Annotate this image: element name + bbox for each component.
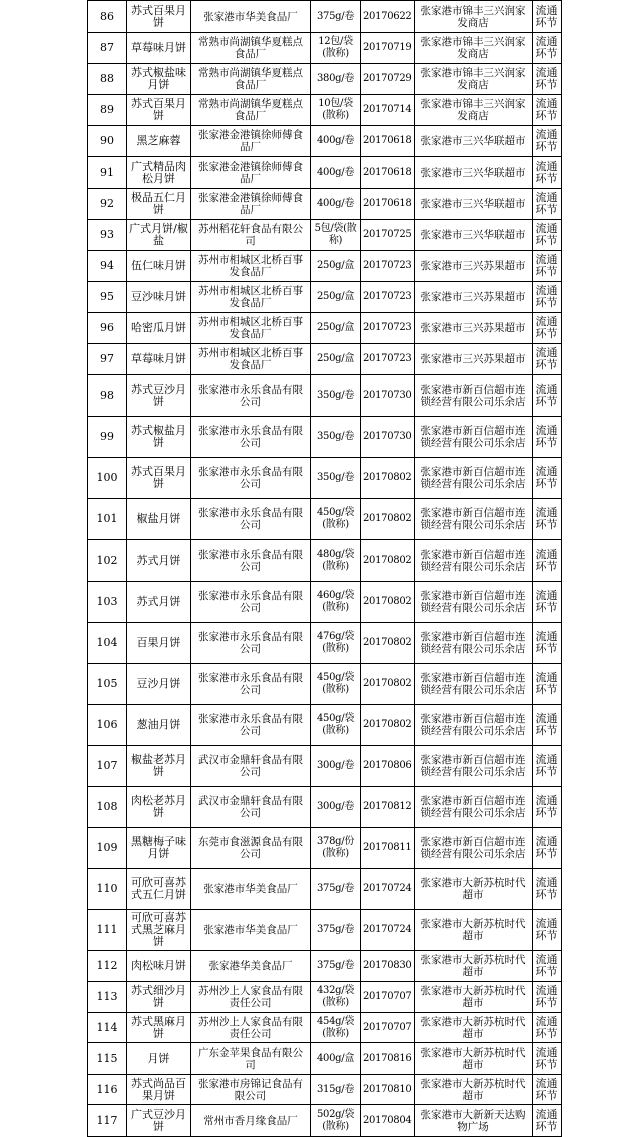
spec-cell: 250g/盒 xyxy=(311,344,361,375)
row-number-cell: 86 xyxy=(88,1,127,33)
manufacturer-cell: 张家港市永乐食品有限公司 xyxy=(191,499,311,540)
manufacturer-cell: 常熟市尚湖镇华夏糕点食品厂 xyxy=(191,95,311,126)
product-name-cell: 苏式黑麻月饼 xyxy=(127,1013,191,1043)
table-row xyxy=(88,344,562,375)
sampling-stage-cell: 流通环节 xyxy=(532,1075,561,1105)
sampled-store-cell: 张家港市新百信超市连锁经营有限公司乐余店 xyxy=(414,828,532,869)
spec-cell: 480g/袋(散称) xyxy=(311,540,361,582)
production-date-cell: 20170806 xyxy=(361,746,415,787)
sampled-store-cell: 张家港市锦丰三兴润家发商店 xyxy=(414,33,532,64)
spec-cell: 300g/卷 xyxy=(311,746,361,787)
row-number-cell: 104 xyxy=(88,623,127,664)
sampled-store-cell: 张家港市新百信超市连锁经营有限公司乐余店 xyxy=(414,664,532,705)
production-date-cell: 20170729 xyxy=(361,64,415,95)
sampled-store-cell: 张家港市新百信超市连锁经营有限公司乐余店 xyxy=(414,582,532,623)
production-date-cell: 20170830 xyxy=(361,951,415,982)
sampling-stage-cell: 流通环节 xyxy=(532,951,561,982)
manufacturer-cell: 常熟市尚湖镇华夏糕点食品厂 xyxy=(191,64,311,95)
product-name-cell: 豆沙味月饼 xyxy=(127,282,191,313)
table-row xyxy=(88,664,562,705)
manufacturer-cell: 张家港市华美食品厂 xyxy=(191,910,311,951)
sampling-stage-cell: 流通环节 xyxy=(532,910,561,951)
sampling-stage-cell: 流通环节 xyxy=(532,458,561,499)
spec-cell: 454g/袋(散称) xyxy=(311,1013,361,1043)
sampling-stage-cell: 流通环节 xyxy=(532,157,561,189)
sampling-stage-cell: 流通环节 xyxy=(532,344,561,375)
sampled-store-cell: 张家港市三兴苏果超市 xyxy=(414,251,532,282)
table-row xyxy=(88,375,562,417)
manufacturer-cell: 张家港市永乐食品有限公司 xyxy=(191,417,311,458)
table-row xyxy=(88,1105,562,1137)
sampling-stage-cell: 流通环节 xyxy=(532,282,561,313)
table-body xyxy=(88,1,562,1137)
table-row xyxy=(88,189,562,220)
row-number-cell: 88 xyxy=(88,64,127,95)
manufacturer-cell: 张家港市华美食品厂 xyxy=(191,1,311,33)
table-row xyxy=(88,705,562,746)
table-row xyxy=(88,417,562,458)
product-name-cell: 哈密瓜月饼 xyxy=(127,313,191,344)
row-number-cell: 107 xyxy=(88,746,127,787)
table-row xyxy=(88,313,562,344)
production-date-cell: 20170723 xyxy=(361,251,415,282)
product-name-cell: 月饼 xyxy=(127,1043,191,1075)
production-date-cell: 20170802 xyxy=(361,458,415,499)
sampling-stage-cell: 流通环节 xyxy=(532,251,561,282)
manufacturer-cell: 东莞市食滋源食品有限公司 xyxy=(191,828,311,869)
product-name-cell: 广式月饼/椒盐 xyxy=(127,220,191,251)
sampled-store-cell: 张家港市锦丰三兴润家发商店 xyxy=(414,95,532,126)
sampling-stage-cell: 流通环节 xyxy=(532,126,561,157)
product-name-cell: 肉松老苏月饼 xyxy=(127,787,191,828)
product-name-cell: 苏式月饼 xyxy=(127,582,191,623)
spec-cell: 315g/卷 xyxy=(311,1075,361,1105)
row-number-cell: 87 xyxy=(88,33,127,64)
sampled-store-cell: 张家港市三兴苏果超市 xyxy=(414,344,532,375)
table-row xyxy=(88,282,562,313)
sampled-store-cell: 张家港市新百信超市连锁经营有限公司乐余店 xyxy=(414,458,532,499)
sampling-stage-cell: 流通环节 xyxy=(532,95,561,126)
table-row xyxy=(88,869,562,910)
row-number-cell: 90 xyxy=(88,126,127,157)
production-date-cell: 20170811 xyxy=(361,828,415,869)
spec-cell: 350g/卷 xyxy=(311,458,361,499)
row-number-cell: 114 xyxy=(88,1013,127,1043)
manufacturer-cell: 常州市香月缘食品厂 xyxy=(191,1105,311,1137)
row-number-cell: 91 xyxy=(88,157,127,189)
production-date-cell: 20170622 xyxy=(361,1,415,33)
spec-cell: 250g/盒 xyxy=(311,282,361,313)
table-row xyxy=(88,157,562,189)
table-row xyxy=(88,787,562,828)
manufacturer-cell: 张家港华美食品厂 xyxy=(191,951,311,982)
manufacturer-cell: 张家港金港镇徐师傅食品厂 xyxy=(191,157,311,189)
sampled-store-cell: 张家港市新百信超市连锁经营有限公司乐余店 xyxy=(414,540,532,582)
product-name-cell: 草莓味月饼 xyxy=(127,344,191,375)
table-row xyxy=(88,540,562,582)
sampling-stage-cell: 流通环节 xyxy=(532,417,561,458)
table-row xyxy=(88,582,562,623)
sampling-stage-cell: 流通环节 xyxy=(532,64,561,95)
sampled-store-cell: 张家港市锦丰三兴润家发商店 xyxy=(414,1,532,33)
sampled-store-cell: 张家港市大新苏杭时代超市 xyxy=(414,1013,532,1043)
spec-cell: 400g/卷 xyxy=(311,126,361,157)
spec-cell: 250g/盒 xyxy=(311,313,361,344)
sampling-stage-cell: 流通环节 xyxy=(532,582,561,623)
spec-cell: 450g/袋(散称) xyxy=(311,664,361,705)
spec-cell: 350g/卷 xyxy=(311,417,361,458)
production-date-cell: 20170810 xyxy=(361,1075,415,1105)
manufacturer-cell: 苏州市相城区北桥百事发食品厂 xyxy=(191,282,311,313)
manufacturer-cell: 张家港市华美食品厂 xyxy=(191,869,311,910)
manufacturer-cell: 张家港市永乐食品有限公司 xyxy=(191,623,311,664)
production-date-cell: 20170724 xyxy=(361,869,415,910)
manufacturer-cell: 张家港市永乐食品有限公司 xyxy=(191,458,311,499)
spec-cell: 12包/袋(散称) xyxy=(311,33,361,64)
sampled-store-cell: 张家港市新百信超市连锁经营有限公司乐余店 xyxy=(414,623,532,664)
product-name-cell: 极品五仁月饼 xyxy=(127,189,191,220)
sampling-stage-cell: 流通环节 xyxy=(532,33,561,64)
manufacturer-cell: 苏州市相城区北桥百事发食品厂 xyxy=(191,313,311,344)
table-row xyxy=(88,251,562,282)
product-name-cell: 黑芝麻蓉 xyxy=(127,126,191,157)
spec-cell: 375g/卷 xyxy=(311,951,361,982)
row-number-cell: 101 xyxy=(88,499,127,540)
spec-cell: 400g/卷 xyxy=(311,189,361,220)
production-date-cell: 20170725 xyxy=(361,220,415,251)
sampling-stage-cell: 流通环节 xyxy=(532,1043,561,1075)
production-date-cell: 20170802 xyxy=(361,540,415,582)
product-name-cell: 广式精品肉松月饼 xyxy=(127,157,191,189)
sampled-store-cell: 张家港市大新苏杭时代超市 xyxy=(414,1075,532,1105)
table-row xyxy=(88,1075,562,1105)
sampling-stage-cell: 流通环节 xyxy=(532,499,561,540)
product-name-cell: 苏式月饼 xyxy=(127,540,191,582)
row-number-cell: 102 xyxy=(88,540,127,582)
sampling-stage-cell: 流通环节 xyxy=(532,1,561,33)
row-number-cell: 99 xyxy=(88,417,127,458)
spec-cell: 460g/袋(散称) xyxy=(311,582,361,623)
sampling-stage-cell: 流通环节 xyxy=(532,1013,561,1043)
spec-cell: 10包/袋(散称) xyxy=(311,95,361,126)
production-date-cell: 20170802 xyxy=(361,664,415,705)
row-number-cell: 94 xyxy=(88,251,127,282)
manufacturer-cell: 张家港金港镇徐师傅食品厂 xyxy=(191,126,311,157)
manufacturer-cell: 苏州市相城区北桥百事发食品厂 xyxy=(191,251,311,282)
sampling-stage-cell: 流通环节 xyxy=(532,189,561,220)
manufacturer-cell: 广东金苹果食品有限公司 xyxy=(191,1043,311,1075)
sampled-store-cell: 张家港市新百信超市连锁经营有限公司乐余店 xyxy=(414,705,532,746)
sampling-stage-cell: 流通环节 xyxy=(532,623,561,664)
sampling-stage-cell: 流通环节 xyxy=(532,787,561,828)
sampled-store-cell: 张家港市三兴华联超市 xyxy=(414,126,532,157)
row-number-cell: 110 xyxy=(88,869,127,910)
production-date-cell: 20170618 xyxy=(361,189,415,220)
manufacturer-cell: 武汉市金鼎轩食品有限公司 xyxy=(191,787,311,828)
sampling-stage-cell: 流通环节 xyxy=(532,828,561,869)
production-date-cell: 20170723 xyxy=(361,344,415,375)
row-number-cell: 96 xyxy=(88,313,127,344)
product-name-cell: 广式豆沙月饼 xyxy=(127,1105,191,1137)
table-row xyxy=(88,458,562,499)
row-number-cell: 105 xyxy=(88,664,127,705)
sampling-stage-cell: 流通环节 xyxy=(532,869,561,910)
sampled-store-cell: 张家港市新百信超市连锁经营有限公司乐余店 xyxy=(414,746,532,787)
manufacturer-cell: 张家港市永乐食品有限公司 xyxy=(191,582,311,623)
sampled-store-cell: 张家港市大新新天达购物广场 xyxy=(414,1105,532,1137)
sampled-store-cell: 张家港市大新苏杭时代超市 xyxy=(414,1043,532,1075)
table-row xyxy=(88,499,562,540)
table-row xyxy=(88,1,562,33)
spec-cell: 476g/袋(散称) xyxy=(311,623,361,664)
production-date-cell: 20170802 xyxy=(361,623,415,664)
production-date-cell: 20170730 xyxy=(361,375,415,417)
product-name-cell: 葱油月饼 xyxy=(127,705,191,746)
production-date-cell: 20170804 xyxy=(361,1105,415,1137)
product-name-cell: 苏式尚品百果月饼 xyxy=(127,1075,191,1105)
product-name-cell: 肉松味月饼 xyxy=(127,951,191,982)
row-number-cell: 116 xyxy=(88,1075,127,1105)
product-name-cell: 百果月饼 xyxy=(127,623,191,664)
production-date-cell: 20170802 xyxy=(361,582,415,623)
production-date-cell: 20170812 xyxy=(361,787,415,828)
table-row xyxy=(88,951,562,982)
sampling-stage-cell: 流通环节 xyxy=(532,982,561,1013)
row-number-cell: 106 xyxy=(88,705,127,746)
production-date-cell: 20170723 xyxy=(361,313,415,344)
row-number-cell: 97 xyxy=(88,344,127,375)
spec-cell: 5包/袋(散称) xyxy=(311,220,361,251)
production-date-cell: 20170723 xyxy=(361,282,415,313)
spec-cell: 375g/卷 xyxy=(311,869,361,910)
sampled-store-cell: 张家港市大新苏杭时代超市 xyxy=(414,951,532,982)
row-number-cell: 109 xyxy=(88,828,127,869)
table-row xyxy=(88,33,562,64)
spec-cell: 375g/卷 xyxy=(311,910,361,951)
manufacturer-cell: 张家港市永乐食品有限公司 xyxy=(191,664,311,705)
product-name-cell: 椒盐月饼 xyxy=(127,499,191,540)
manufacturer-cell: 武汉市金鼎轩食品有限公司 xyxy=(191,746,311,787)
production-date-cell: 20170730 xyxy=(361,417,415,458)
row-number-cell: 117 xyxy=(88,1105,127,1137)
manufacturer-cell: 张家港市永乐食品有限公司 xyxy=(191,540,311,582)
row-number-cell: 93 xyxy=(88,220,127,251)
production-date-cell: 20170724 xyxy=(361,910,415,951)
row-number-cell: 89 xyxy=(88,95,127,126)
spec-cell: 502g/袋(散称) xyxy=(311,1105,361,1137)
production-date-cell: 20170802 xyxy=(361,705,415,746)
manufacturer-cell: 苏州沙上人家食品有限责任公司 xyxy=(191,982,311,1013)
sampled-store-cell: 张家港市新百信超市连锁经营有限公司乐余店 xyxy=(414,417,532,458)
row-number-cell: 112 xyxy=(88,951,127,982)
row-number-cell: 113 xyxy=(88,982,127,1013)
spec-cell: 300g/卷 xyxy=(311,787,361,828)
manufacturer-cell: 苏州稻花轩食品有限公司 xyxy=(191,220,311,251)
sampling-stage-cell: 流通环节 xyxy=(532,540,561,582)
sampled-store-cell: 张家港市三兴华联超市 xyxy=(414,220,532,251)
table-row xyxy=(88,220,562,251)
sampled-store-cell: 张家港市大新苏杭时代超市 xyxy=(414,869,532,910)
table-row xyxy=(88,1013,562,1043)
sampled-store-cell: 张家港市新百信超市连锁经营有限公司乐余店 xyxy=(414,787,532,828)
table-row xyxy=(88,746,562,787)
sampled-store-cell: 张家港市大新苏杭时代超市 xyxy=(414,910,532,951)
table-row xyxy=(88,828,562,869)
spec-cell: 380g/卷 xyxy=(311,64,361,95)
row-number-cell: 108 xyxy=(88,787,127,828)
product-name-cell: 苏式豆沙月饼 xyxy=(127,375,191,417)
production-date-cell: 20170719 xyxy=(361,33,415,64)
sampled-store-cell: 张家港市大新苏杭时代超市 xyxy=(414,982,532,1013)
sampled-store-cell: 张家港市三兴苏果超市 xyxy=(414,282,532,313)
product-name-cell: 豆沙月饼 xyxy=(127,664,191,705)
spec-cell: 400g/盒 xyxy=(311,1043,361,1075)
product-name-cell: 椒盐老苏月饼 xyxy=(127,746,191,787)
row-number-cell: 103 xyxy=(88,582,127,623)
product-name-cell: 苏式椒盐味月饼 xyxy=(127,64,191,95)
spec-cell: 400g/卷 xyxy=(311,157,361,189)
table-row xyxy=(88,95,562,126)
production-date-cell: 20170618 xyxy=(361,126,415,157)
row-number-cell: 92 xyxy=(88,189,127,220)
spec-cell: 375g/卷 xyxy=(311,1,361,33)
product-name-cell: 苏式百果月饼 xyxy=(127,458,191,499)
row-number-cell: 95 xyxy=(88,282,127,313)
product-name-cell: 苏式百果月饼 xyxy=(127,1,191,33)
product-name-cell: 可欣可喜苏式五仁月饼 xyxy=(127,869,191,910)
sampling-stage-cell: 流通环节 xyxy=(532,375,561,417)
sampled-store-cell: 张家港市三兴苏果超市 xyxy=(414,313,532,344)
row-number-cell: 100 xyxy=(88,458,127,499)
product-name-cell: 苏式椒盐月饼 xyxy=(127,417,191,458)
sampling-stage-cell: 流通环节 xyxy=(532,746,561,787)
table-row xyxy=(88,1043,562,1075)
spec-cell: 250g/盒 xyxy=(311,251,361,282)
sampling-stage-cell: 流通环节 xyxy=(532,220,561,251)
manufacturer-cell: 苏州市相城区北桥百事发食品厂 xyxy=(191,344,311,375)
manufacturer-cell: 张家港金港镇徐师傅食品厂 xyxy=(191,189,311,220)
sampled-store-cell: 张家港市新百信超市连锁经营有限公司乐余店 xyxy=(414,499,532,540)
table-row xyxy=(88,623,562,664)
production-date-cell: 20170816 xyxy=(361,1043,415,1075)
sampling-stage-cell: 流通环节 xyxy=(532,664,561,705)
spec-cell: 450g/袋(散称) xyxy=(311,499,361,540)
product-name-cell: 草莓味月饼 xyxy=(127,33,191,64)
manufacturer-cell: 张家港市房锦记食品有限公司 xyxy=(191,1075,311,1105)
sampled-store-cell: 张家港市三兴华联超市 xyxy=(414,189,532,220)
spec-cell: 378g/份(散称) xyxy=(311,828,361,869)
spec-cell: 350g/卷 xyxy=(311,375,361,417)
sampling-stage-cell: 流通环节 xyxy=(532,313,561,344)
spec-cell: 432g/袋(散称) xyxy=(311,982,361,1013)
product-name-cell: 苏式百果月饼 xyxy=(127,95,191,126)
table-row xyxy=(88,126,562,157)
manufacturer-cell: 苏州沙上人家食品有限责任公司 xyxy=(191,1013,311,1043)
sampling-stage-cell: 流通环节 xyxy=(532,705,561,746)
row-number-cell: 111 xyxy=(88,910,127,951)
sampling-stage-cell: 流通环节 xyxy=(532,1105,561,1137)
product-name-cell: 苏式细沙月饼 xyxy=(127,982,191,1013)
table-row xyxy=(88,910,562,951)
production-date-cell: 20170707 xyxy=(361,982,415,1013)
sampling-results-table xyxy=(87,0,562,1137)
sampled-store-cell: 张家港市新百信超市连锁经营有限公司乐余店 xyxy=(414,375,532,417)
production-date-cell: 20170714 xyxy=(361,95,415,126)
production-date-cell: 20170618 xyxy=(361,157,415,189)
manufacturer-cell: 常熟市尚湖镇华夏糕点食品厂 xyxy=(191,33,311,64)
product-name-cell: 黑糖梅子味月饼 xyxy=(127,828,191,869)
row-number-cell: 98 xyxy=(88,375,127,417)
production-date-cell: 20170707 xyxy=(361,1013,415,1043)
table-row xyxy=(88,64,562,95)
product-name-cell: 伍仁味月饼 xyxy=(127,251,191,282)
spec-cell: 450g/袋(散称) xyxy=(311,705,361,746)
sampled-store-cell: 张家港市锦丰三兴润家发商店 xyxy=(414,64,532,95)
product-name-cell: 可欣可喜苏式黑芝麻月饼 xyxy=(127,910,191,951)
sampled-store-cell: 张家港市三兴华联超市 xyxy=(414,157,532,189)
manufacturer-cell: 张家港市永乐食品有限公司 xyxy=(191,705,311,746)
manufacturer-cell: 张家港市永乐食品有限公司 xyxy=(191,375,311,417)
production-date-cell: 20170802 xyxy=(361,499,415,540)
row-number-cell: 115 xyxy=(88,1043,127,1075)
table-row xyxy=(88,982,562,1013)
